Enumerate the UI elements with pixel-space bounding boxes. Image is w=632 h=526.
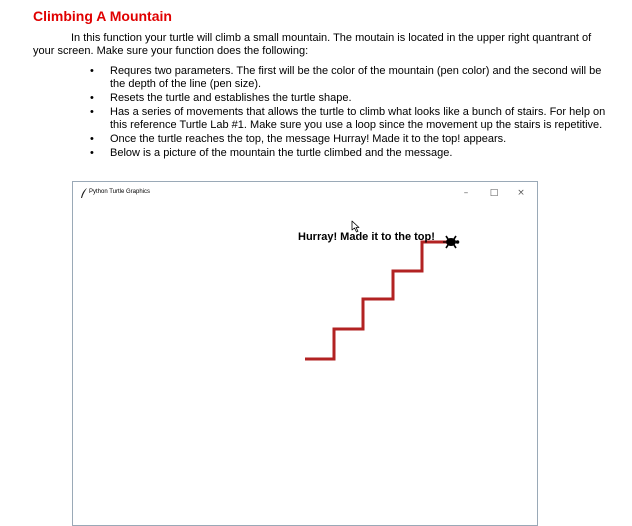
requirement-text: Once the turtle reaches the top, the message Hurray! Made it to the top! appears. [110, 133, 507, 145]
turtle-icon [443, 236, 459, 248]
bullet-icon: • [90, 106, 94, 118]
bullet-icon: • [90, 92, 94, 104]
requirement-item [72, 106, 612, 132]
minimize-button[interactable]: – [463, 188, 469, 198]
requirement-item [72, 65, 612, 91]
requirement-item [72, 133, 612, 146]
requirements-list [72, 65, 612, 161]
requirement-text: Resets the turtle and establishes the turtle shape. [110, 92, 352, 104]
bullet-icon: • [90, 147, 94, 159]
bullet-icon: • [90, 133, 94, 145]
turtle-canvas[interactable] [73, 204, 537, 525]
requirement-text: Requres two parameters. The first will be the color of the mountain (pen color) and the second will be the depth of the line (pen size). [110, 65, 602, 90]
requirement-text: Below is a picture of the mountain the turtle climbed and the message. [110, 147, 453, 159]
window-titlebar[interactable] [73, 182, 537, 204]
requirement-item [72, 92, 612, 105]
maximize-button[interactable]: □ [489, 188, 499, 198]
feather-icon [79, 187, 89, 199]
hurray-message: Hurray! Made it to the top! [298, 231, 435, 243]
turtle-graphics-window [72, 181, 538, 526]
bullet-icon: • [90, 65, 94, 77]
close-button[interactable]: × [517, 188, 525, 198]
requirement-text: Has a series of movements that allows the turtle to climb what looks like a bunch of stairs. For help on this reference Turtle Lab #1. Make sure you use a loop since the movement up the stairs is repetitive. [110, 106, 606, 131]
document-title: Climbing A Mountain [33, 8, 172, 24]
requirement-item [72, 147, 612, 160]
intro-paragraph: In this function your turtle will climb a small mountain. The moutain is located in the upper right quantrant of your screen. Make sure your function does the following: [33, 32, 592, 57]
window-title: Python Turtle Graphics [89, 189, 151, 195]
mountain-stairs-path [305, 242, 448, 359]
